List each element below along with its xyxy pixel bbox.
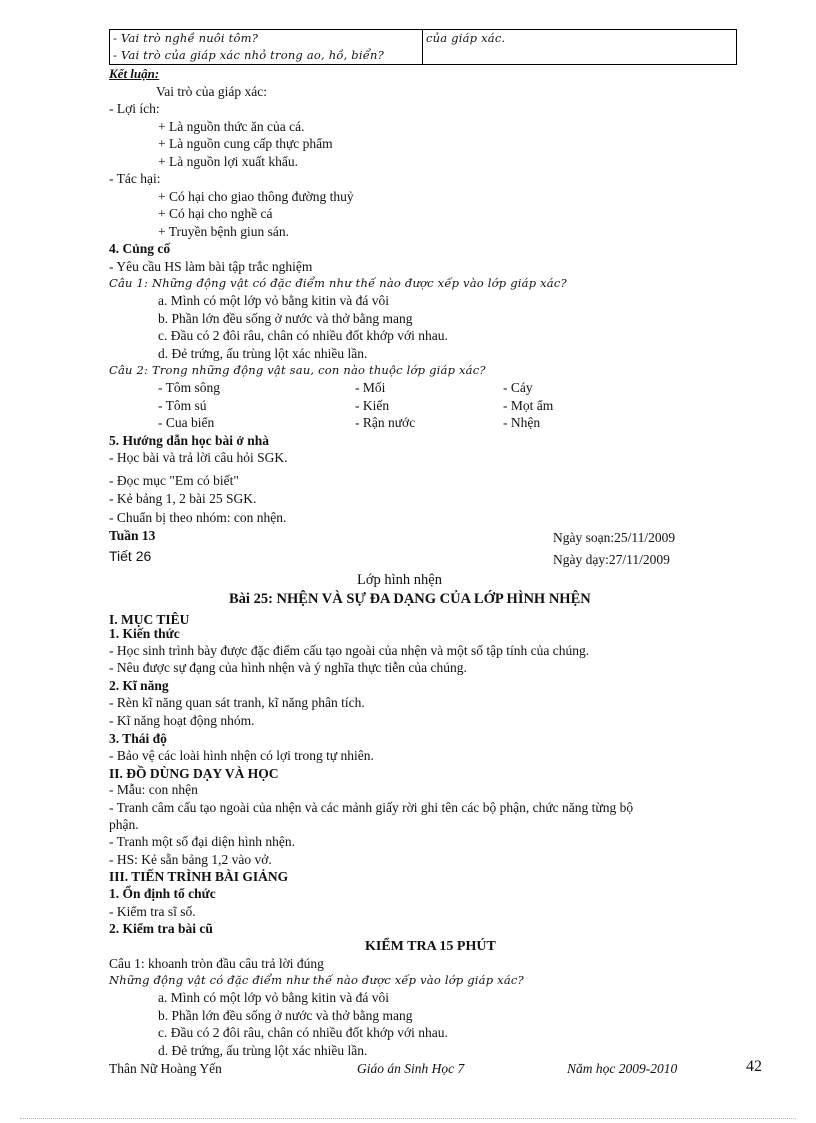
footer-year: Năm học 2009-2010 [567,1061,678,1076]
lesson-number: Bài 25: [229,591,273,607]
list-item: c. Đầu có 2 đôi râu, chân có nhiều đốt khớp với nhau. [158,1025,448,1040]
table-cell [110,30,423,65]
subsection-heading: 1. Ổn định tổ chức [109,886,216,901]
list-item: - Cua biển [158,415,215,430]
question: Câu 2: Trong những động vật sau, con nào thuộc lớp giáp xác? [109,363,486,377]
list-item: - Tôm sú [158,398,207,413]
list-item: - Mọt ẩm [503,398,554,413]
list-item: - Cáy [503,380,533,395]
prep-date: Ngày soạn:25/11/2009 [553,530,676,545]
list-item: - Tôm sông [158,380,221,395]
list-item: - HS: Kẻ sẵn bảng 1,2 vào vở. [109,852,272,867]
subsection-heading: 2. Kĩ năng [109,678,169,693]
question: Những động vật có đặc điểm như thế nào được xếp vào lớp giáp xác? [109,973,524,987]
table-row: của giáp xác. [426,31,506,45]
list-item: d. Đẻ trứng, ấu trùng lột xác nhiều lần. [158,1043,368,1058]
list-item: - Học sinh trình bày được đặc điểm cấu tạo ngoài của nhện và một số tập tính của chúng. [109,643,590,658]
section-heading: 5. Hướng dẫn học bài ở nhà [109,433,269,448]
benefits-label: - Lợi ích: [109,101,160,116]
table-cell [423,30,737,65]
list-item: - Mối [355,380,386,395]
list-item: b. Phần lớn đều sống ở nước và thở bằng mang [158,1008,413,1023]
list-item: c. Đầu có 2 đôi râu, chân có nhiều đốt khớp với nhau. [158,328,448,343]
table-row: - Vai trò nghề nuôi tôm? [113,31,259,45]
page-number: 42 [746,1058,762,1075]
list-item: d. Đẻ trứng, ấu trùng lột xác nhiều lần. [158,346,368,361]
footer-subject: Giáo án Sinh Học 7 [357,1061,465,1076]
subsection-heading: 3. Thái độ [109,731,167,746]
list-item: - Nêu được sự đạng của hình nhện và ý nghĩa thực tiễn của chúng. [109,660,467,675]
section-heading: III. TIẾN TRÌNH BÀI GIẢNG [109,869,289,884]
list-item: a. Mình có một lớp vỏ bằng kitin và đá vôi [158,293,389,308]
list-item: - Tranh một số đại diện hình nhện. [109,834,295,849]
list-item: - Bảo vệ các loài hình nhện có lợi trong tự nhiên. [109,748,374,763]
subsection-heading: 1. Kiến thức [109,626,180,641]
list-item: - Kĩ năng hoạt động nhóm. [109,713,255,728]
week-label: Tuần 13 [109,528,156,543]
list-item: + Là nguồn cung cấp thực phẩm [158,136,333,151]
section-heading: II. ĐỒ DÙNG DẠY VÀ HỌC [109,766,279,781]
lesson-title [229,591,591,608]
list-item: - Học bài và trả lời câu hỏi SGK. [109,450,288,465]
section-heading: 4. Củng cố [109,241,171,256]
top-table [109,29,737,65]
list-item: phận. [109,817,139,832]
list-item: + Là nguồn lợi xuất khẩu. [158,154,298,169]
list-item: - Đọc mục "Em có biết" [109,473,239,488]
test-title: KIỂM TRA 15 PHÚT [365,939,496,954]
teach-date: Ngày dạy:27/11/2009 [553,552,670,567]
harms-label: - Tác hại: [109,171,161,186]
page-divider [20,1118,796,1119]
table-row: - Vai trò của giáp xác nhỏ trong ao, hồ, biển? [113,48,384,62]
section-heading: I. MỤC TIÊU [109,612,190,627]
list-item: + Có hại cho giao thông đường thuỷ [158,189,354,204]
class-title: Lớp hình nhện [357,572,442,588]
lesson-name: NHỆN VÀ SỰ ĐA DẠNG CỦA LỚP HÌNH NHỆN [276,591,591,607]
list-item: - Kẻ bảng 1, 2 bài 25 SGK. [109,491,257,506]
list-item: - Chuẩn bị theo nhóm: con nhện. [109,510,287,525]
footer-author: Thân Nữ Hoàng Yến [109,1061,222,1076]
list-item: - Kiểm tra sĩ số. [109,904,196,919]
list-item: + Là nguồn thức ăn của cá. [158,119,305,134]
conclusion-intro: Vai trò của giáp xác: [156,84,267,99]
list-item: + Truyền bệnh giun sán. [158,224,289,239]
list-item: a. Mình có một lớp vỏ bằng kitin và đá vôi [158,990,389,1005]
list-item: - Tranh câm cấu tạo ngoài của nhện và các mảnh giấy rời ghi tên các bộ phận, chức năng từng bộ [109,800,634,815]
subsection-heading: 2. Kiểm tra bài cũ [109,921,213,936]
list-item: - Rận nước [355,415,416,430]
list-item: - Mẫu: con nhện [109,782,198,797]
conclusion-heading: Kết luận: [109,66,160,81]
list-item: b. Phần lớn đều sống ở nước và thở bằng mang [158,311,413,326]
test-instruction: Câu 1: khoanh tròn đầu câu trả lời đúng [109,956,324,971]
list-item: - Rèn kĩ năng quan sát tranh, kĩ năng phân tích. [109,695,365,710]
period-label: Tiết 26 [109,548,152,564]
question: Câu 1: Những động vật có đặc điểm như thế nào được xếp vào lớp giáp xác? [109,276,567,290]
list-item: + Có hại cho nghề cá [158,206,273,221]
list-item: - Nhện [503,415,541,430]
list-item: - Kiến [355,398,390,413]
section-intro: - Yêu cầu HS làm bài tập trắc nghiệm [109,259,313,274]
